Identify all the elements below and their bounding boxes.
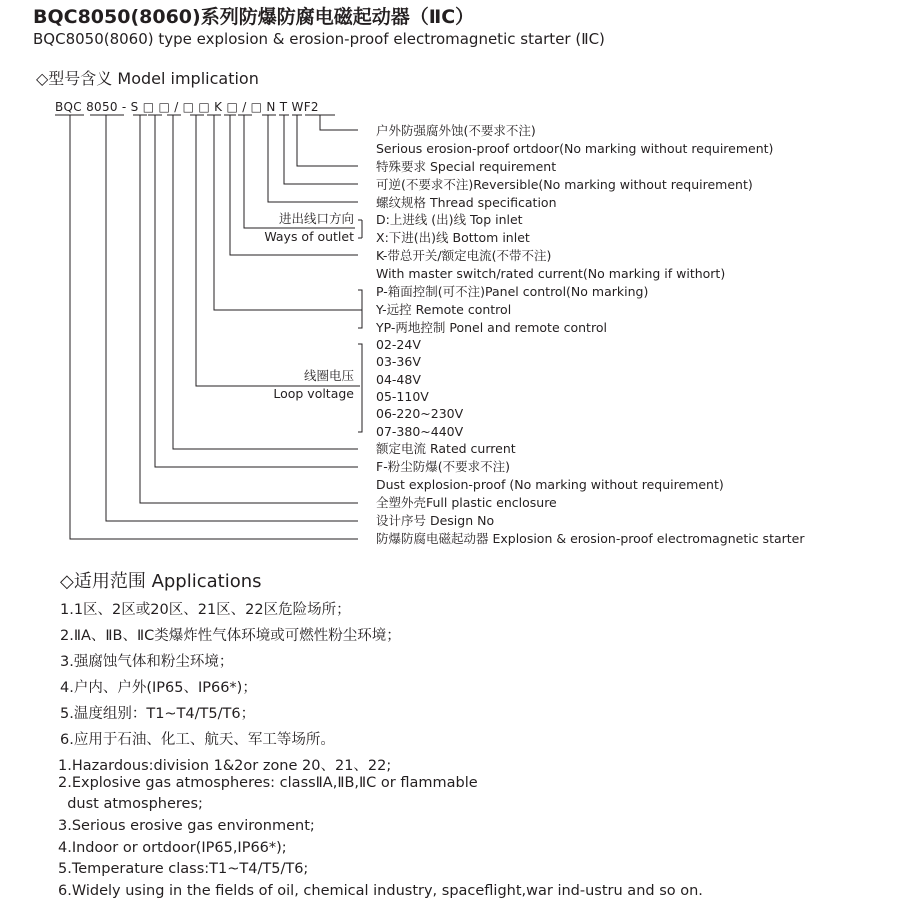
- model-heading: ◇型号含义 Model implication: [36, 69, 259, 88]
- app-en-2: 2.Explosive gas atmospheres: classⅡA,ⅡB,ⅡC or flammable: [58, 775, 478, 791]
- label-reversible: 可逆(不要求不注)Reversible(No marking without requirement): [376, 177, 753, 192]
- outlet-label-en: Ways of outlet: [264, 229, 354, 244]
- voltage-label-en: Loop voltage: [273, 386, 354, 401]
- label-special: 特殊要求 Special requirement: [376, 159, 557, 174]
- app-cn-1: 1.1区、2区或20区、21区、22区危险场所；: [60, 602, 351, 618]
- label-starter: 防爆防腐电磁起动器 Explosion & erosion-proof electromagnetic starter: [376, 531, 805, 546]
- label-bottom-inlet: X:下进(出)线 Bottom inlet: [376, 230, 530, 245]
- outlet-label-cn: 进出线口方向: [278, 211, 354, 226]
- label-rated-current: 额定电流 Rated current: [376, 441, 516, 456]
- label-outdoor-en: Serious erosion-proof ortdoor(No marking without requirement): [376, 141, 774, 156]
- label-panel-control: P-箱面控制(可不注)Panel control(No marking): [376, 284, 649, 299]
- page-subtitle: BQC8050(8060) type explosion & erosion-proof electromagnetic starter (ⅡC): [33, 30, 605, 48]
- label-panel-remote: YP-两地控制 Ponel and remote control: [376, 320, 607, 335]
- app-cn-5: 5.温度组别：T1~T4/T5/T6；: [60, 706, 256, 722]
- page-title: BQC8050(8060)系列防爆防腐电磁起动器（ⅡC）: [33, 6, 475, 28]
- label-voltage-03: 03-36V: [376, 354, 421, 369]
- app-cn-6: 6.应用于石油、化工、航天、军工等场所。: [60, 732, 335, 748]
- label-voltage-06: 06-220~230V: [376, 406, 464, 421]
- app-en-1: 1.Hazardous:division 1&2or zone 20、21、22;: [58, 758, 392, 774]
- app-en-6: 6.Widely using in the fields of oil, chemical industry, spaceflight,war ind-ustru and so on.: [58, 883, 703, 899]
- label-dust-en: Dust explosion-proof (No marking without requirement): [376, 477, 724, 492]
- app-en-5: 5.Temperature class:T1~T4/T5/T6;: [58, 861, 309, 877]
- app-en-3: 3.Serious erosive gas environment;: [58, 818, 315, 834]
- label-dust-cn: F-粉尘防爆(不要求不注): [376, 459, 510, 474]
- model-code: BQC 8050 - S □ □ / □ □ K □ / □ N T WF2: [55, 100, 319, 114]
- label-outdoor-cn: 户外防强腐外蚀(不要求不注): [376, 123, 536, 138]
- label-thread: 螺纹规格 Thread specification: [376, 195, 557, 210]
- label-remote-control: Y-远控 Remote control: [376, 302, 512, 317]
- label-design-no: 设计序号 Design No: [376, 513, 495, 528]
- label-voltage-05: 05-110V: [376, 389, 429, 404]
- app-en-4: 4.Indoor or ortdoor(IP65,IP66*);: [58, 840, 287, 856]
- label-plastic-enclosure: 全塑外壳Full plastic enclosure: [376, 495, 557, 510]
- voltage-label-cn: 线圈电压: [303, 368, 354, 383]
- label-voltage-02: 02-24V: [376, 337, 421, 352]
- app-cn-3: 3.强腐蚀气体和粉尘环境；: [60, 654, 234, 670]
- app-cn-2: 2.ⅡA、ⅡB、ⅡC类爆炸性气体环境或可燃性粉尘环境；: [60, 628, 401, 644]
- label-master-switch-cn: K-带总开关/额定电流(不带不注): [376, 248, 552, 263]
- label-master-switch-en: With master switch/rated current(No marking if withort): [376, 266, 726, 281]
- applications-heading: ◇适用范围 Applications: [60, 571, 262, 592]
- label-top-inlet: D:上进线 (出)线 Top inlet: [376, 212, 523, 227]
- label-voltage-07: 07-380~440V: [376, 424, 464, 439]
- label-voltage-04: 04-48V: [376, 372, 421, 387]
- app-cn-4: 4.户内、户外(IP65、IP66*)；: [60, 680, 257, 696]
- app-en-2-cont: dust atmospheres;: [58, 796, 203, 812]
